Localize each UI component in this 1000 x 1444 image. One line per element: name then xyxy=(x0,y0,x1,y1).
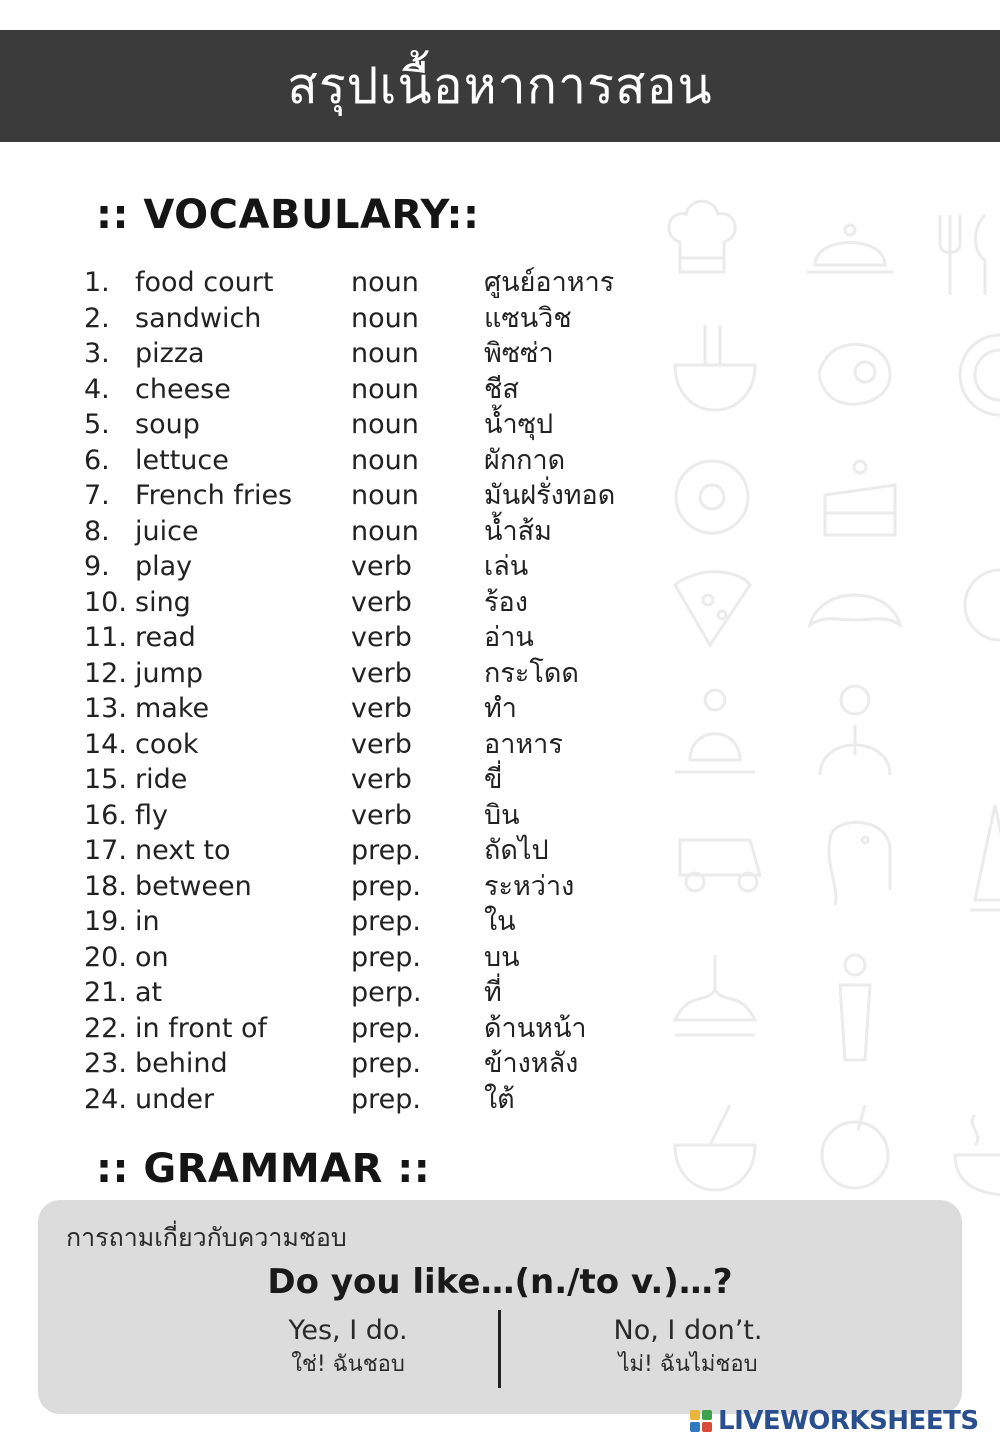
liveworksheets-watermark xyxy=(690,1404,979,1438)
vocab-part-of-speech: prep. xyxy=(351,1012,421,1044)
cake-icon xyxy=(815,455,905,545)
vocab-row xyxy=(84,762,664,798)
vocabulary-heading: :: VOCABULARY:: xyxy=(96,192,480,238)
vocab-thai-meaning: ร้อง xyxy=(484,586,528,618)
coin-icon xyxy=(955,560,1000,650)
vocab-part-of-speech: noun xyxy=(351,444,419,476)
vocab-part-of-speech: noun xyxy=(351,409,419,440)
temple-icon xyxy=(950,800,1000,920)
fork-knife-icon xyxy=(930,210,1000,300)
header-bar xyxy=(0,30,1000,142)
vocab-thai-meaning: ระหว่าง xyxy=(484,870,575,902)
mortar-pestle-icon xyxy=(670,1100,760,1200)
vocab-thai-meaning: ทำ xyxy=(484,693,517,724)
vocab-word: under xyxy=(135,1083,215,1115)
vocab-word: in front of xyxy=(135,1012,268,1044)
vocab-part-of-speech: prep. xyxy=(351,1083,421,1115)
vocab-row xyxy=(84,904,664,940)
vocab-part-of-speech: noun xyxy=(351,267,419,298)
vocab-thai-meaning: ใน xyxy=(484,906,516,937)
vocab-thai-meaning: อ่าน xyxy=(484,622,534,653)
buddha-icon xyxy=(670,680,760,780)
vocab-word: sandwich xyxy=(135,302,262,334)
vocab-part-of-speech: prep. xyxy=(351,906,421,937)
answer-no xyxy=(538,1312,838,1380)
vocab-number: 7. xyxy=(84,480,110,511)
vocab-number: 4. xyxy=(84,373,110,405)
vocab-row xyxy=(84,940,664,976)
vocab-row xyxy=(84,301,664,337)
wai-person-icon xyxy=(810,680,900,780)
vocab-thai-meaning: ข้างหลัง xyxy=(484,1048,579,1079)
croissant-icon xyxy=(805,580,905,640)
noodle-bowl-icon xyxy=(670,320,760,420)
vocab-part-of-speech: verb xyxy=(351,799,412,831)
vocab-row xyxy=(84,336,664,372)
vocab-part-of-speech: verb xyxy=(351,764,412,795)
vocab-word: food court xyxy=(135,267,274,298)
vocab-row xyxy=(84,585,664,621)
cloche-icon xyxy=(805,210,895,290)
vocab-row xyxy=(84,514,664,550)
liveworksheets-logo-icon xyxy=(690,1410,712,1432)
vocab-part-of-speech: verb xyxy=(351,622,412,653)
vocab-row xyxy=(84,869,664,905)
vocab-word: next to xyxy=(135,835,231,866)
vocab-part-of-speech: noun xyxy=(351,480,419,511)
grammar-pattern: Do you like…(n./to v.)…? xyxy=(267,1262,733,1302)
vocab-part-of-speech: verb xyxy=(351,551,412,582)
background-icons xyxy=(640,180,1000,1230)
vocab-word: play xyxy=(135,551,193,582)
vocab-number: 5. xyxy=(84,409,110,440)
vocab-number: 15. xyxy=(84,764,127,795)
vocab-number: 16. xyxy=(84,799,127,831)
vocab-row xyxy=(84,1082,664,1118)
vocab-part-of-speech: verb xyxy=(351,728,412,760)
vocab-number: 13. xyxy=(84,693,127,724)
vocab-number: 14. xyxy=(84,728,127,760)
vocab-thai-meaning: พิซซ่า xyxy=(484,338,554,369)
vocab-number: 8. xyxy=(84,515,110,547)
vocab-thai-meaning: ที่ xyxy=(484,977,502,1008)
steak-icon xyxy=(810,330,900,420)
vocab-number: 10. xyxy=(84,586,127,618)
vocab-thai-meaning: ศูนย์อาหาร xyxy=(484,267,615,298)
vocab-number: 9. xyxy=(84,551,110,582)
vocab-part-of-speech: noun xyxy=(351,373,419,405)
vocab-word: on xyxy=(135,941,169,973)
vocab-word: fly xyxy=(135,799,168,831)
vocab-row xyxy=(84,407,664,443)
vocab-word: cook xyxy=(135,728,199,760)
vocab-word: French fries xyxy=(135,480,293,511)
coconut-drink-icon xyxy=(810,1100,900,1200)
vocab-word: in xyxy=(135,906,160,937)
vocab-row xyxy=(84,691,664,727)
vocab-thai-meaning: บิน xyxy=(484,799,520,831)
vocab-thai-meaning: อาหาร xyxy=(484,728,563,760)
vocab-thai-meaning: มันฝรั่งทอด xyxy=(484,480,616,511)
answer-no-thai: ไม่! ฉันไม่ชอบ xyxy=(618,1352,758,1377)
vocab-part-of-speech: noun xyxy=(351,338,419,369)
vocab-part-of-speech: verb xyxy=(351,693,412,724)
answer-yes xyxy=(198,1312,498,1380)
answer-yes-thai: ใช่! ฉันชอบ xyxy=(291,1352,405,1377)
vocab-thai-meaning: น้ำซุป xyxy=(484,409,554,440)
vocab-word: juice xyxy=(135,515,199,547)
grammar-box xyxy=(38,1200,962,1414)
vocabulary-list xyxy=(84,265,664,1117)
elephant-icon xyxy=(810,810,910,910)
donut-icon xyxy=(670,455,755,540)
vocab-number: 18. xyxy=(84,870,127,902)
answer-divider xyxy=(498,1310,501,1388)
vocab-number: 2. xyxy=(84,302,110,334)
tuk-tuk-icon xyxy=(670,820,770,900)
vocab-thai-meaning: น้ำส้ม xyxy=(484,515,552,547)
vocab-word: behind xyxy=(135,1048,228,1079)
vocab-row xyxy=(84,1046,664,1082)
chef-hat-icon xyxy=(662,192,742,282)
vocab-row xyxy=(84,833,664,869)
vocab-word: between xyxy=(135,870,252,902)
vocab-part-of-speech: perp. xyxy=(351,977,422,1008)
vocab-thai-meaning: ชีส xyxy=(484,373,519,405)
vocab-word: ride xyxy=(135,764,188,795)
vocab-number: 21. xyxy=(84,977,127,1008)
vocab-word: sing xyxy=(135,586,191,618)
vocab-thai-meaning: ใต้ xyxy=(484,1083,515,1115)
thai-dancer-icon xyxy=(825,950,885,1070)
vocab-number: 12. xyxy=(84,657,127,689)
vocab-thai-meaning: บน xyxy=(484,941,520,973)
vocab-row xyxy=(84,620,664,656)
vocab-number: 22. xyxy=(84,1012,127,1044)
vocab-number: 24. xyxy=(84,1083,127,1115)
grammar-heading: :: GRAMMAR :: xyxy=(96,1146,431,1192)
vocab-row xyxy=(84,656,664,692)
vocab-thai-meaning: กระโดด xyxy=(484,657,579,689)
grammar-intro: การถามเกี่ยวกับความชอบ xyxy=(66,1223,347,1252)
vocab-number: 19. xyxy=(84,906,127,937)
vocab-word: lettuce xyxy=(135,444,229,476)
vocab-row xyxy=(84,443,664,479)
vocab-part-of-speech: noun xyxy=(351,515,419,547)
vocab-word: jump xyxy=(135,657,204,689)
vocab-number: 23. xyxy=(84,1048,127,1079)
answer-yes-english: Yes, I do. xyxy=(288,1315,408,1346)
vocab-word: soup xyxy=(135,409,200,440)
vocab-part-of-speech: verb xyxy=(351,657,412,689)
vocab-row xyxy=(84,975,664,1011)
page-title: สรุปเนื้อหาการสอน xyxy=(287,56,713,115)
vocab-part-of-speech: prep. xyxy=(351,1048,421,1079)
vocab-number: 17. xyxy=(84,835,127,866)
vocab-number: 6. xyxy=(84,444,110,476)
plate-icon xyxy=(955,330,1000,420)
vocab-thai-meaning: ขี่ xyxy=(484,764,503,795)
vocab-word: cheese xyxy=(135,373,231,405)
vocab-thai-meaning: ด้านหน้า xyxy=(484,1012,587,1044)
vocab-number: 3. xyxy=(84,338,110,369)
vocab-word: read xyxy=(135,622,196,653)
liveworksheets-text: LIVEWORKSHEETS xyxy=(718,1406,979,1436)
vocab-row xyxy=(84,478,664,514)
vocab-word: pizza xyxy=(135,338,205,369)
vocab-number: 20. xyxy=(84,941,127,973)
vocab-word: at xyxy=(135,977,163,1008)
vocab-part-of-speech: verb xyxy=(351,586,412,618)
answer-no-english: No, I don’t. xyxy=(613,1315,763,1346)
vocab-row xyxy=(84,549,664,585)
vocab-row xyxy=(84,798,664,834)
vocab-thai-meaning: เล่น xyxy=(484,551,529,582)
vocab-number: 11. xyxy=(84,622,127,653)
vocab-part-of-speech: noun xyxy=(351,302,419,334)
vocab-part-of-speech: prep. xyxy=(351,870,421,902)
vocab-word: make xyxy=(135,693,210,724)
vocab-row xyxy=(84,265,664,301)
vocab-row xyxy=(84,372,664,408)
vocab-part-of-speech: prep. xyxy=(351,835,421,866)
vocab-thai-meaning: ผักกาด xyxy=(484,444,566,476)
pizza-slice-icon xyxy=(670,565,755,650)
hot-bowl-icon xyxy=(950,1110,1000,1200)
vocab-thai-meaning: ถัดไป xyxy=(484,835,549,866)
lotus-candle-icon xyxy=(670,950,760,1050)
vocab-number: 1. xyxy=(84,267,110,298)
vocab-row xyxy=(84,727,664,763)
vocab-thai-meaning: แซนวิช xyxy=(484,302,572,334)
vocab-row xyxy=(84,1011,664,1047)
vocab-part-of-speech: prep. xyxy=(351,941,421,973)
